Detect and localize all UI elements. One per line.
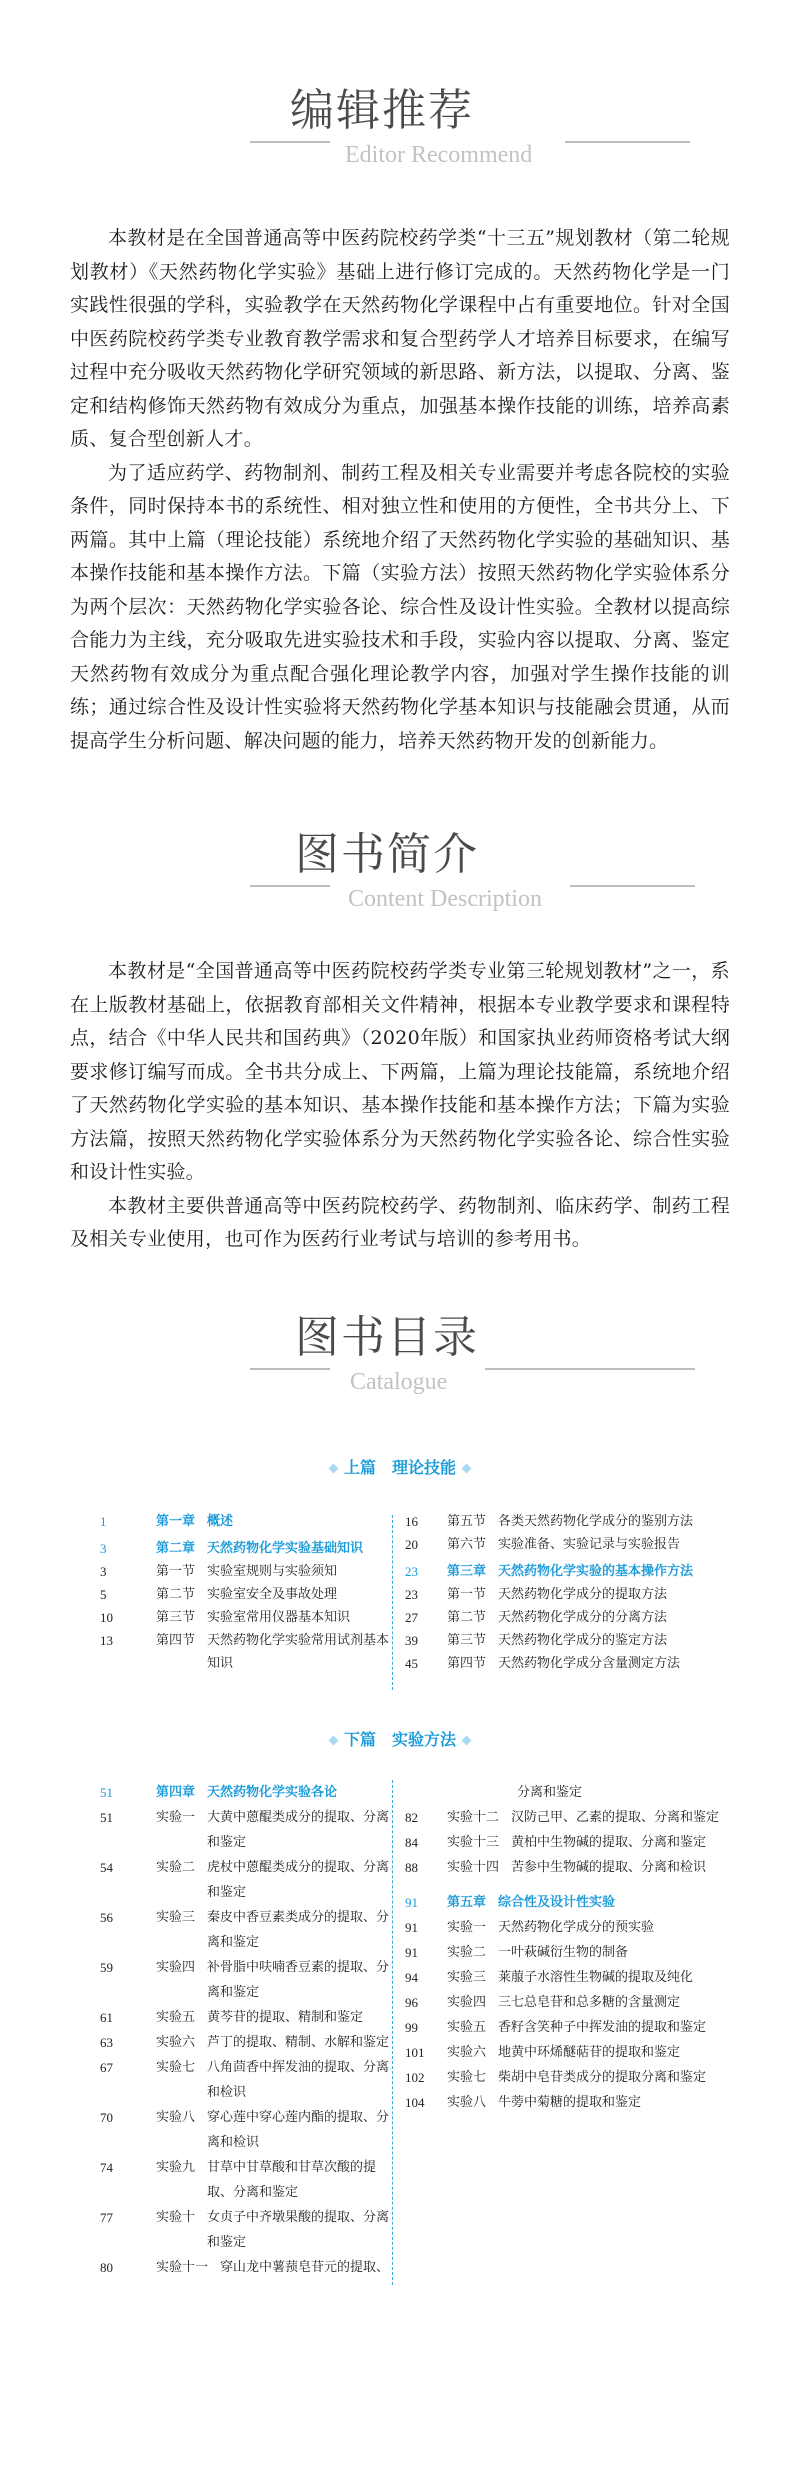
editor-recommend-body [70, 222, 730, 758]
section-header-editor-recommend [0, 86, 800, 176]
page-number: 27 [405, 1610, 418, 1625]
entry-title: 天然药物化学成分的分离方法 [498, 1610, 668, 1625]
page-number: 101 [405, 2045, 425, 2060]
page-number: 51 [100, 1785, 113, 1800]
toc-part2-left [100, 1780, 390, 2280]
diamond-icon [329, 1736, 339, 1746]
page-number: 96 [405, 1995, 418, 2010]
entry-title: 秦皮中香豆素类成分的提取、分离和鉴定 [207, 1910, 390, 1950]
entry-number: 第二章 [156, 1541, 196, 1556]
paragraph: 为了适应药学、药物制剂、制药工程及相关专业需要并考虑各院校的实验条件，同时保持本书的系统性、相对独立性和使用的方便性，全书共分上、下两篇。其中上篇（理论技能）系统地介绍了天然药物化学实验的基础知识、基本操作技能和基本操作方法。下篇（实验方法）按照天然药物化学实验体系分为两个层次：天然药物化学实验各论、综合性及设计性实验。全教材以提高综合能力为主线，充分吸取先进实验技术和手段，实验内容以提取、分离、鉴定天然药物有效成分为重点配合强化理论教学内容，加强对学生操作技能的训练；通过综合性及设计性实验将天然药物化学基本知识与技能融会贯通，从而提高学生分析问题、解决问题的能力，培养天然药物开发的创新能力。 [70, 461, 730, 752]
entry-number: 第四节 [447, 1656, 487, 1671]
entry-number: 第四节 [156, 1633, 196, 1648]
entry-title: 柴胡中皂苷类成分的提取分离和鉴定 [498, 2070, 707, 2085]
page-number: 70 [100, 2110, 113, 2125]
page-number: 1 [100, 1514, 107, 1529]
entry-number: 第三节 [156, 1610, 196, 1625]
entry-number: 实验一 [156, 1810, 196, 1825]
divider-left [250, 1368, 330, 1370]
entry-title: 天然药物化学实验的基本操作方法 [498, 1564, 694, 1579]
entry-title: 天然药物化学成分的鉴定方法 [498, 1633, 668, 1648]
part-label: 上篇 [343, 1458, 376, 1477]
page-number: 54 [100, 1860, 113, 1875]
toc-entry[interactable] [405, 2040, 725, 2065]
section-title-zh: 图书目录 [295, 1312, 479, 1363]
entry-number: 实验六 [447, 2045, 487, 2060]
entry-title: 综合性及设计性实验 [498, 1895, 616, 1910]
entry-number: 第五章 [447, 1895, 487, 1910]
entry-title: 概述 [207, 1514, 234, 1529]
entry-number: 第一节 [447, 1587, 487, 1602]
divider-right [570, 885, 695, 887]
toc-entry[interactable] [405, 1510, 725, 1533]
page-number: 84 [405, 1835, 418, 1850]
entry-title: 天然药物化学实验常用试剂基本知识 [207, 1633, 390, 1671]
entry-number: 实验七 [447, 2070, 487, 2085]
entry-number: 实验三 [447, 1970, 487, 1985]
page-number: 77 [100, 2210, 113, 2225]
entry-title: 天然药物化学成分含量测定方法 [498, 1656, 681, 1671]
page-number: 16 [405, 1514, 418, 1529]
section-header-content-description [0, 830, 800, 920]
page-number: 45 [405, 1656, 418, 1671]
toc-entry[interactable] [405, 1560, 725, 1583]
toc-entry[interactable] [100, 2105, 390, 2155]
section-title-en: Editor Recommend [345, 142, 533, 168]
page-number: 102 [405, 2070, 425, 2085]
page-number: 94 [405, 1970, 418, 1985]
entry-number: 实验二 [447, 1945, 487, 1960]
toc-entry[interactable] [405, 1805, 725, 1830]
entry-number: 实验五 [447, 2020, 487, 2035]
entry-number: 第一章 [156, 1514, 196, 1529]
entry-title: 汉防己甲、乙素的提取、分离和鉴定 [511, 1810, 720, 1825]
entry-title: 大黄中蒽醌类成分的提取、分离和鉴定 [207, 1810, 390, 1850]
toc-entry[interactable] [405, 2015, 725, 2040]
entry-title: 莱菔子水溶性生物碱的提取及纯化 [498, 1970, 694, 1985]
page-number: 20 [405, 1537, 418, 1552]
toc-entry[interactable] [405, 1915, 725, 1940]
page-number: 23 [405, 1564, 418, 1579]
page-number: 3 [100, 1564, 107, 1579]
divider-right [565, 141, 690, 143]
toc-entry[interactable] [100, 1606, 390, 1629]
toc-entry[interactable] [100, 2255, 390, 2280]
entry-title: 实验准备、实验记录与实验报告 [498, 1537, 681, 1552]
toc-entry[interactable] [405, 1965, 725, 1990]
page-number: 56 [100, 1910, 113, 1925]
page-number: 82 [405, 1810, 418, 1825]
column-divider [392, 1515, 393, 1690]
part-name: 理论技能 [392, 1458, 457, 1477]
entry-number: 实验十 [156, 2210, 196, 2225]
toc-entry[interactable] [405, 1629, 725, 1652]
entry-number: 实验八 [447, 2095, 487, 2110]
page-number: 91 [405, 1895, 418, 1910]
part-label: 下篇 [343, 1730, 376, 1749]
toc-entry[interactable] [100, 1805, 390, 1855]
toc-entry[interactable] [405, 1830, 725, 1855]
page-number: 91 [405, 1920, 418, 1935]
entry-title: 黄芩苷的提取、精制和鉴定 [207, 2010, 364, 2025]
toc-entry[interactable] [405, 1855, 725, 1880]
entry-title: 穿心莲中穿心莲内酯的提取、分离和检识 [207, 2110, 390, 2150]
entry-number: 第四章 [156, 1785, 196, 1800]
entry-title: 女贞子中齐墩果酸的提取、分离和鉴定 [207, 2210, 390, 2250]
entry-number: 实验一 [447, 1920, 487, 1935]
entry-number: 实验十二 [447, 1810, 500, 1825]
page-number: 91 [405, 1945, 418, 1960]
toc-entry[interactable] [100, 1510, 390, 1533]
toc-entry[interactable] [405, 1940, 725, 1965]
toc-entry[interactable] [100, 2005, 390, 2030]
paragraph: 本教材是“全国普通高等中医药院校药学类专业第三轮规划教材”之一，系在上版教材基础上，依据教育部相关文件精神，根据本专业教学要求和课程特点，结合《中华人民共和国药典》（2020年版）和国家执业药师资格考试大纲要求修订编写而成。全书共分成上、下两篇，上篇为理论技能篇，系统地介绍了天然药物化学实验的基本知识、基本操作技能和基本操作方法；下篇为实验方法篇，按照天然药物化学实验体系分为天然药物化学实验各论、综合性实验和设计性实验。 [70, 960, 730, 1183]
entry-number: 实验十一 [156, 2260, 209, 2275]
toc-entry[interactable] [405, 1533, 725, 1556]
toc-entry[interactable] [100, 2205, 390, 2255]
paragraph: 本教材主要供普通高等中医药院校药学、药物制剂、临床药学、制药工程及相关专业使用，也可作为医药行业考试与培训的参考用书。 [70, 1194, 730, 1250]
entry-number: 第六节 [447, 1537, 487, 1552]
divider-left [250, 141, 330, 143]
page-number: 39 [405, 1633, 418, 1648]
page-number: 88 [405, 1860, 418, 1875]
entry-number: 实验三 [156, 1910, 196, 1925]
entry-title: 八角茴香中挥发油的提取、分离和检识 [207, 2060, 390, 2100]
part-name: 实验方法 [392, 1730, 457, 1749]
divider-right [485, 1368, 695, 1370]
toc-entry[interactable] [405, 1606, 725, 1629]
entry-title: 天然药物化学成分的预实验 [498, 1920, 655, 1935]
content-description-body [70, 955, 730, 1257]
entry-number: 第一节 [156, 1564, 196, 1579]
entry-number: 实验七 [156, 2060, 196, 2075]
toc-part2-right [405, 1780, 725, 2115]
entry-title: 分离和鉴定 [517, 1785, 583, 1800]
entry-title: 地黄中环烯醚萜苷的提取和鉴定 [498, 2045, 681, 2060]
toc-entry[interactable] [405, 1890, 725, 1915]
page-number: 59 [100, 1960, 113, 1975]
entry-title: 虎杖中蒽醌类成分的提取、分离和鉴定 [207, 1860, 390, 1900]
page-number: 10 [100, 1610, 113, 1625]
entry-number: 实验五 [156, 2010, 196, 2025]
toc-entry[interactable] [100, 2155, 390, 2205]
section-header-catalogue [0, 1313, 800, 1403]
toc-entry[interactable] [100, 1955, 390, 2005]
entry-title: 实验室安全及事故处理 [207, 1587, 338, 1602]
entry-number: 实验九 [156, 2160, 196, 2175]
entry-number: 第二节 [447, 1610, 487, 1625]
toc-part1-right [405, 1510, 725, 1675]
entry-title: 黄柏中生物碱的提取、分离和鉴定 [511, 1835, 707, 1850]
section-title-en: Catalogue [350, 1369, 448, 1395]
toc-entry[interactable] [100, 1905, 390, 1955]
page-number: 67 [100, 2060, 113, 2075]
entry-title: 苦参中生物碱的提取、分离和检识 [511, 1860, 707, 1875]
divider-left [250, 885, 330, 887]
entry-title: 穿山龙中薯蓣皂苷元的提取、 [220, 2260, 390, 2275]
section-title-en: Content Description [348, 886, 542, 912]
entry-number: 实验四 [447, 1995, 487, 2010]
diamond-icon [462, 1736, 472, 1746]
diamond-icon [462, 1464, 472, 1474]
page-number: 3 [100, 1541, 107, 1556]
entry-title: 三七总皂苷和总多糖的含量测定 [498, 1995, 681, 2010]
section-title-zh: 图书简介 [295, 829, 479, 880]
section-title-zh: 编辑推荐 [290, 85, 474, 136]
entry-number: 第三节 [447, 1633, 487, 1648]
toc-entry[interactable] [405, 2065, 725, 2090]
page-number: 13 [100, 1633, 113, 1648]
entry-title: 各类天然药物化学成分的鉴别方法 [498, 1514, 694, 1529]
toc-part1-left [100, 1506, 390, 1675]
entry-title: 补骨脂中呋喃香豆素的提取、分离和鉴定 [207, 1960, 390, 2000]
toc-entry[interactable] [100, 1855, 390, 1905]
entry-number: 第二节 [156, 1587, 196, 1602]
entry-title: 天然药物化学实验各论 [207, 1785, 338, 1800]
toc-entry[interactable] [100, 1780, 390, 1805]
entry-number: 实验四 [156, 1960, 196, 1975]
toc-entry[interactable] [100, 2055, 390, 2105]
toc-entry[interactable] [405, 1990, 725, 2015]
page-number: 51 [100, 1810, 113, 1825]
column-divider [392, 1780, 393, 2285]
page-number: 23 [405, 1587, 418, 1602]
page-number: 99 [405, 2020, 418, 2035]
entry-number: 实验十三 [447, 1835, 500, 1850]
entry-number: 第三章 [447, 1564, 487, 1579]
toc-entry[interactable] [100, 2030, 390, 2055]
entry-number: 实验十四 [447, 1860, 500, 1875]
toc-entry[interactable] [405, 1583, 725, 1606]
entry-number: 实验二 [156, 1860, 196, 1875]
part-heading-theory [0, 1455, 800, 1478]
page-number: 5 [100, 1587, 107, 1602]
toc-entry[interactable] [100, 1560, 390, 1583]
part-heading-experiments [0, 1727, 800, 1750]
page-number: 104 [405, 2095, 425, 2110]
paragraph: 本教材是在全国普通高等中医药院校药学类“十三五”规划教材（第二轮规划教材）《天然药物化学实验》基础上进行修订完成的。天然药物化学是一门实践性很强的学科，实验教学在天然药物化学课程中占有重要地位。针对全国中医药院校药学类专业教育教学需求和复合型药学人才培养目标要求，在编写过程中充分吸收天然药物化学研究领域的新思路、新方法，以提取、分离、鉴定和结构修饰天然药物有效成分为重点，加强基本操作技能的训练，培养高素质、复合型创新人才。 [70, 227, 730, 450]
entry-title: 甘草中甘草酸和甘草次酸的提取、分离和鉴定 [207, 2160, 377, 2200]
entry-title: 香籽含笑种子中挥发油的提取和鉴定 [498, 2020, 707, 2035]
toc-entry[interactable] [405, 2090, 725, 2115]
entry-title: 一叶萩碱衍生物的制备 [498, 1945, 629, 1960]
entry-title: 天然药物化学实验基础知识 [207, 1541, 364, 1556]
toc-entry[interactable] [100, 1583, 390, 1606]
page-number: 61 [100, 2010, 113, 2025]
entry-title: 实验室规则与实验须知 [207, 1564, 338, 1579]
entry-number: 第五节 [447, 1514, 487, 1529]
toc-entry[interactable] [100, 1629, 390, 1675]
entry-title: 芦丁的提取、精制、水解和鉴定 [207, 2035, 390, 2050]
page-number: 74 [100, 2160, 113, 2175]
entry-title: 实验室常用仪器基本知识 [207, 1610, 351, 1625]
toc-entry[interactable] [405, 1652, 725, 1675]
entry-number: 实验六 [156, 2035, 196, 2050]
toc-entry-continuation [405, 1780, 725, 1805]
toc-entry[interactable] [100, 1537, 390, 1560]
diamond-icon [329, 1464, 339, 1474]
entry-title: 天然药物化学成分的提取方法 [498, 1587, 668, 1602]
page-number: 63 [100, 2035, 113, 2050]
entry-number: 实验八 [156, 2110, 196, 2125]
page-number: 80 [100, 2260, 113, 2275]
entry-title: 牛蒡中菊糖的提取和鉴定 [498, 2095, 642, 2110]
